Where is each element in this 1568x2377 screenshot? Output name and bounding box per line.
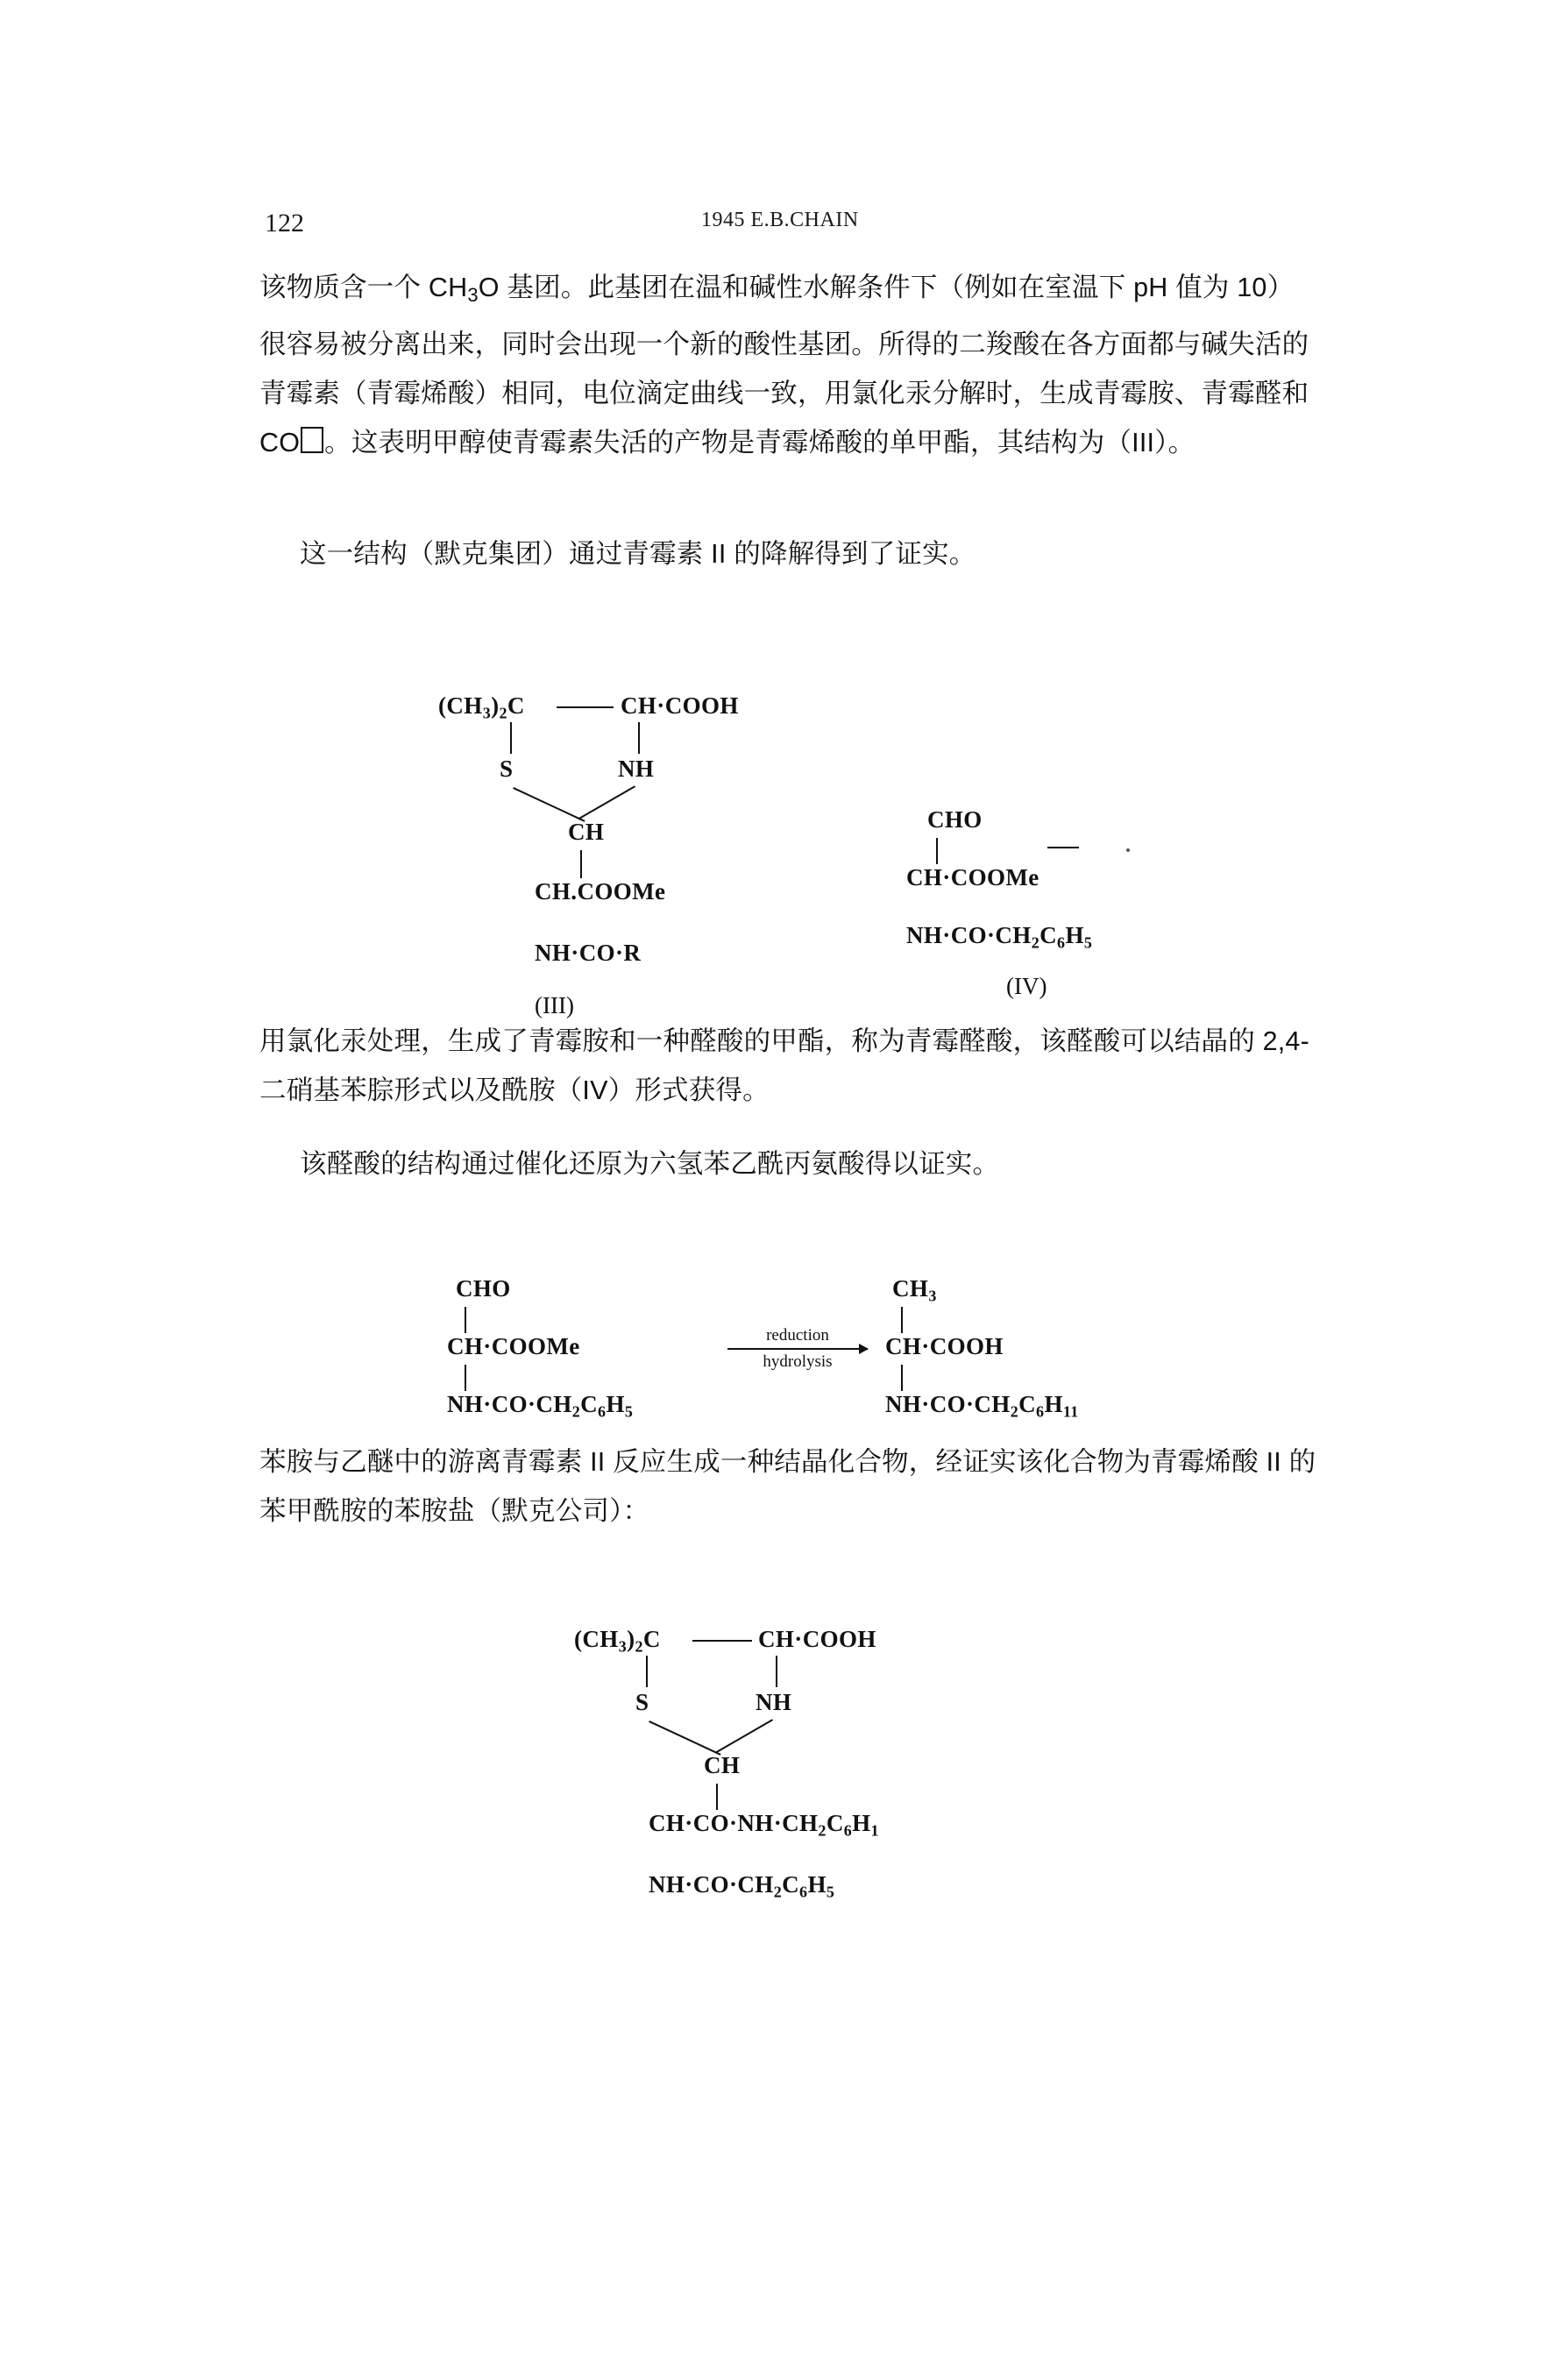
bond-cho-ch-left	[465, 1307, 466, 1333]
bond-n-ch	[578, 785, 635, 820]
arrow-bottom-label: hydrolysis	[763, 1352, 833, 1371]
atom-label-amide-iv: $NH\cdot CO\cdot CH_2C_6H_5$	[906, 922, 1093, 952]
paragraph-2: 这一结构（默克集团）通过青霉素 II 的降解得到了证实。	[300, 539, 976, 569]
bond-c-ch-2	[692, 1640, 752, 1642]
atom-label-s-2: S	[635, 1689, 649, 1715]
paragraph-1	[259, 263, 1311, 467]
missing-glyph-box	[301, 427, 323, 453]
reaction-scheme-reduction	[447, 1275, 1166, 1451]
bond-ch-ester	[580, 850, 582, 878]
bond-ch-nh	[638, 722, 640, 754]
arrow-line	[727, 1348, 868, 1350]
atom-label-ch-2: CH	[704, 1752, 741, 1778]
reaction-arrow	[727, 1326, 868, 1372]
bond-ch-nh-left	[465, 1365, 466, 1391]
structure-anilide	[574, 1626, 1153, 1941]
p1-text-c: 。这表明甲醇使青霉素失活的产物是青霉烯酸的单甲酯，其结构为（III）。	[324, 428, 1196, 458]
bond-s-ch-2	[649, 1721, 720, 1756]
atom-label-ester-left: CH·COOMe	[447, 1333, 580, 1359]
atom-label-ch: CH	[568, 819, 605, 845]
running-header: 1945 E.B.CHAIN	[701, 209, 859, 231]
structure-iv	[894, 806, 1183, 1008]
bond-cho-ch	[936, 838, 938, 864]
structure-label-iv: (IV)	[1006, 973, 1047, 999]
atom-label-ch3-right: $CH_3$	[892, 1275, 937, 1305]
atom-label-s: S	[500, 756, 514, 782]
paragraph-5: 苯胺与乙醚中的游离青霉素 II 反应生成一种结晶化合物，经证实该化合物为青霉烯酸 II 的苯甲酰胺的苯胺盐（默克公司）：	[259, 1447, 1316, 1526]
atom-label-cho-left: CHO	[456, 1275, 511, 1302]
bond-ch-nh-right	[901, 1365, 903, 1391]
p1-text-a: 该物质含一个 CH	[259, 273, 468, 302]
tick-mark	[1047, 847, 1079, 848]
page-number: 122	[265, 209, 304, 238]
p1-text-b: O 基团。此基团在温和碱性水解条件下（例如在室温下 pH 值为 10）很容易被分离出来，同时会出现一个新的酸性基团。所得的二羧酸在各方面都与碱失活的青霉素（青霉烯酸）相同，电位滴定曲线一致，用氯化汞分解时，生成青霉胺、青霉醛和 CO	[259, 273, 1309, 458]
atom-label-amide-r: NH·CO·R	[535, 940, 642, 966]
atom-label-acid-right: CH·COOH	[885, 1333, 1004, 1359]
bond-n-ch-2	[715, 1719, 773, 1753]
atom-label-ch-cooh: CH·COOH	[621, 692, 739, 719]
atom-label-cho: CHO	[927, 806, 983, 833]
atom-label-amide-anilide: $NH\cdot CO\cdot CH_2C_6H_5$	[649, 1871, 835, 1901]
atom-label-amide-right: $NH\cdot CO\cdot CH_2C_6H_{11}$	[885, 1391, 1079, 1421]
bond-ch3-ch-right	[901, 1307, 903, 1333]
atom-label-ch-cooh-2: CH·COOH	[758, 1626, 876, 1652]
bond-c-s	[510, 722, 512, 754]
ink-speck	[1126, 848, 1130, 852]
structure-label-iii: (III)	[535, 992, 574, 1018]
atom-label-amide-left: $NH\cdot CO\cdot CH_2C_6H_5$	[447, 1391, 634, 1421]
atom-label-ester: CH.COOMe	[535, 878, 666, 905]
atom-label-ester-iv: CH·COOMe	[906, 864, 1039, 890]
bond-ch-nh-2	[776, 1656, 777, 1687]
bond-ch-anilide	[716, 1784, 718, 1810]
bond-c-ch	[557, 706, 614, 708]
arrow-top-label: reduction	[766, 1326, 829, 1345]
atom-label-dimethyl-c: $(CH_3)_2C$	[438, 692, 525, 722]
atom-label-nh: NH	[618, 756, 655, 782]
bond-c-s-2	[646, 1656, 648, 1687]
atom-label-dimethyl-c-2: $(CH_3)_2C$	[574, 1626, 661, 1656]
bond-s-ch	[513, 787, 585, 822]
p1-subscript-3: 3	[467, 284, 479, 307]
atom-label-anilide: $CH\cdot CO\cdot NH\cdot CH_2C_6H_1$	[649, 1810, 879, 1840]
paragraph-4: 该醛酸的结构通过催化还原为六氢苯乙酰丙氨酸得以证实。	[300, 1149, 1000, 1179]
paragraph-3: 用氯化汞处理，生成了青霉胺和一种醛酸的甲酯，称为青霉醛酸，该醛酸可以结晶的 2,4-二硝基苯腙形式以及酰胺（IV）形式获得。	[259, 1026, 1309, 1105]
atom-label-nh-2: NH	[756, 1689, 792, 1715]
